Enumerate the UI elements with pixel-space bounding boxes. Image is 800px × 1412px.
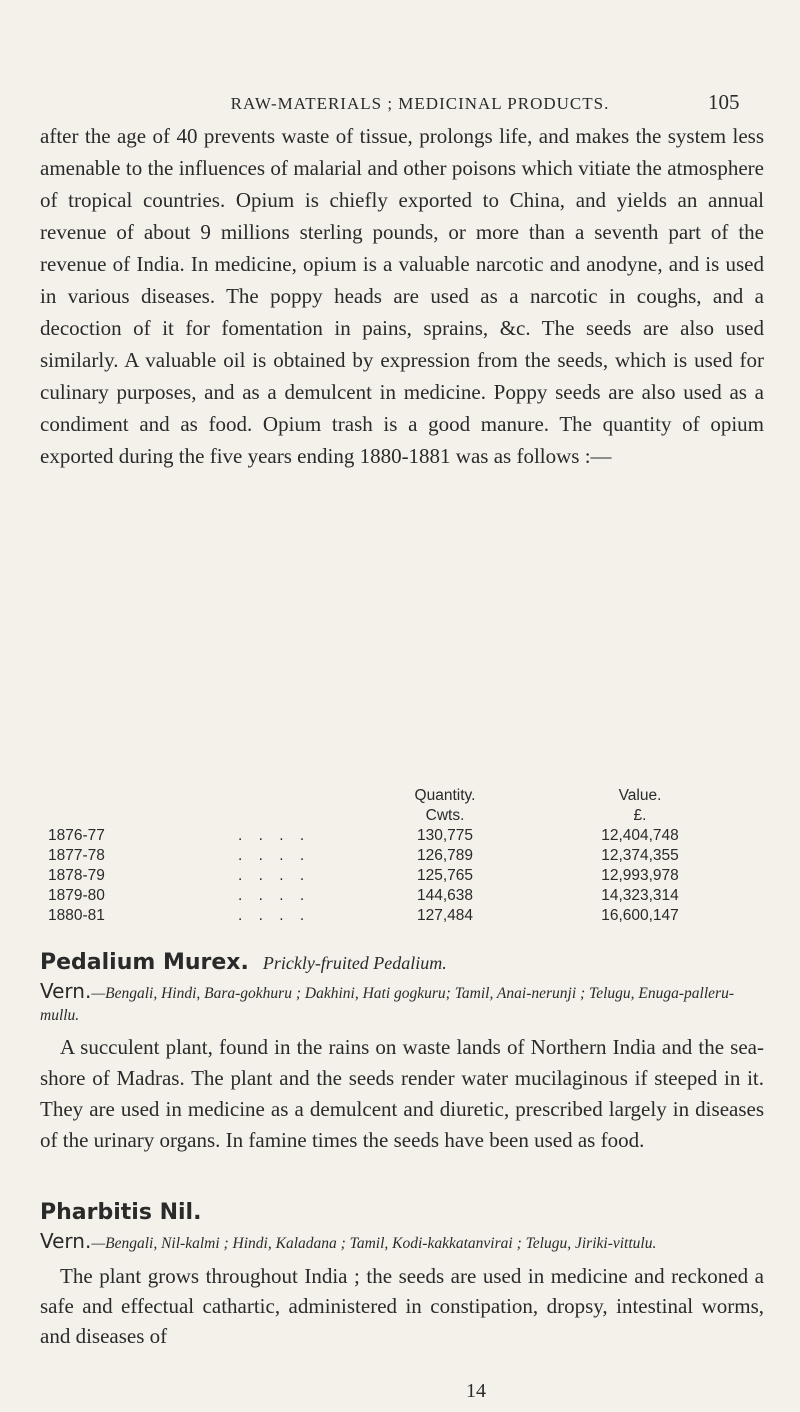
pedalium-vern-text: —Bengali, Hindi, Bara-gokhuru ; Dakhini, Hati gogkuru; Tamil, Anai-nerunji ; Telugu, Enuga-palleru-mullu. xyxy=(40,985,734,1024)
row-quantity: 130,775 xyxy=(416,827,474,844)
page-number: 105 xyxy=(708,90,740,114)
row-dots: . . . . xyxy=(238,887,311,904)
header-value-unit: £. xyxy=(633,807,647,824)
pedalium-common-name: Prickly-fruited Pedalium. xyxy=(262,953,447,973)
table-header-row xyxy=(40,786,740,806)
table-row xyxy=(40,906,740,926)
table-row xyxy=(40,846,740,866)
row-value: 12,404,748 xyxy=(601,827,679,844)
row-year: 1877-78 xyxy=(48,847,105,864)
pedalium-description-block xyxy=(40,1032,764,1156)
row-year: 1880-81 xyxy=(48,907,105,924)
pharbitis-description: The plant grows throughout India ; the seeds are used in medicine and reckoned a safe and effectual cathartic, administered in constipation, dropsy, intestinal worms, and diseases of xyxy=(40,1264,764,1348)
opium-export-table xyxy=(40,786,764,926)
table-unit-row xyxy=(40,806,740,826)
header-quantity-unit: Cwts. xyxy=(425,807,465,824)
pedalium-vern-label: Vern. xyxy=(40,979,92,1003)
row-dots: . . . . xyxy=(238,847,311,864)
row-value: 12,374,355 xyxy=(601,847,679,864)
header-value: Value. xyxy=(618,787,662,804)
header-quantity: Quantity. xyxy=(414,787,476,804)
row-quantity: 127,484 xyxy=(416,907,474,924)
pedalium-description: A succulent plant, found in the rains on waste lands of Northern India and the sea-shore of Madras. The plant and the seeds render water mucilaginous if steeped in it. They are used in medicine as a demulcent and diuretic, prescribed largely in diseases of the urinary organs. In famine times the seeds have been used as food. xyxy=(40,1035,764,1152)
row-value: 16,600,147 xyxy=(601,907,679,924)
pedalium-title: Pedalium Murex. xyxy=(40,950,249,975)
signature-mark: 14 xyxy=(466,1380,486,1402)
row-quantity: 126,789 xyxy=(416,847,474,864)
row-quantity: 144,638 xyxy=(416,887,474,904)
row-dots: . . . . xyxy=(238,907,311,924)
row-value: 12,993,978 xyxy=(601,867,679,884)
table-row xyxy=(40,886,740,906)
running-head: RAW-MATERIALS ; MEDICINAL PRODUCTS. xyxy=(230,94,610,113)
row-year: 1879-80 xyxy=(48,887,105,904)
row-year: 1876-77 xyxy=(48,827,105,844)
pharbitis-vern-label: Vern. xyxy=(40,1229,92,1253)
pedalium-vernacular xyxy=(40,979,764,1027)
pharbitis-entry xyxy=(40,1200,764,1351)
pharbitis-title: Pharbitis Nil. xyxy=(40,1200,202,1225)
row-quantity: 125,765 xyxy=(416,867,474,884)
row-dots: . . . . xyxy=(238,867,311,884)
opium-paragraph: after the age of 40 prevents waste of tissue, prolongs life, and makes the system less amenable to the influences of malarial and other poisons which vitiate the atmosphere of tropical countries. Opium is chiefly exported to China, and yields an annual revenue of about 9 millions sterling pounds, or more than a seventh part of the revenue of India. In medicine, opium is a valuable narcotic and anodyne, and is used in various diseases. The poppy heads are used as a narcotic in coughs, and a decoction of it for fomentation in pains, sprains, &c. The seeds are also used similarly. A valuable oil is obtained by expression from the seeds, which is used for culinary purposes, and as a demulcent in medicine. Poppy seeds are also used as a condiment and as food. Opium trash is a good manure. The quantity of opium exported during the five years ending 1880-1881 was as follows :— xyxy=(40,124,764,468)
pedalium-entry xyxy=(40,950,764,1027)
table-row xyxy=(40,866,740,886)
pharbitis-vernacular xyxy=(40,1229,764,1255)
export-table-grid xyxy=(40,786,740,926)
row-year: 1878-79 xyxy=(48,867,105,884)
pedalium-heading xyxy=(40,950,764,975)
pharbitis-vern-text: —Bengali, Nil-kalmi ; Hindi, Kaladana ; Tamil, Kodi-kakkatanvirai ; Telugu, Jiriki-vittulu. xyxy=(91,1235,657,1252)
table-row xyxy=(40,826,740,846)
row-dots: . . . . xyxy=(238,827,311,844)
row-value: 14,323,314 xyxy=(601,887,679,904)
